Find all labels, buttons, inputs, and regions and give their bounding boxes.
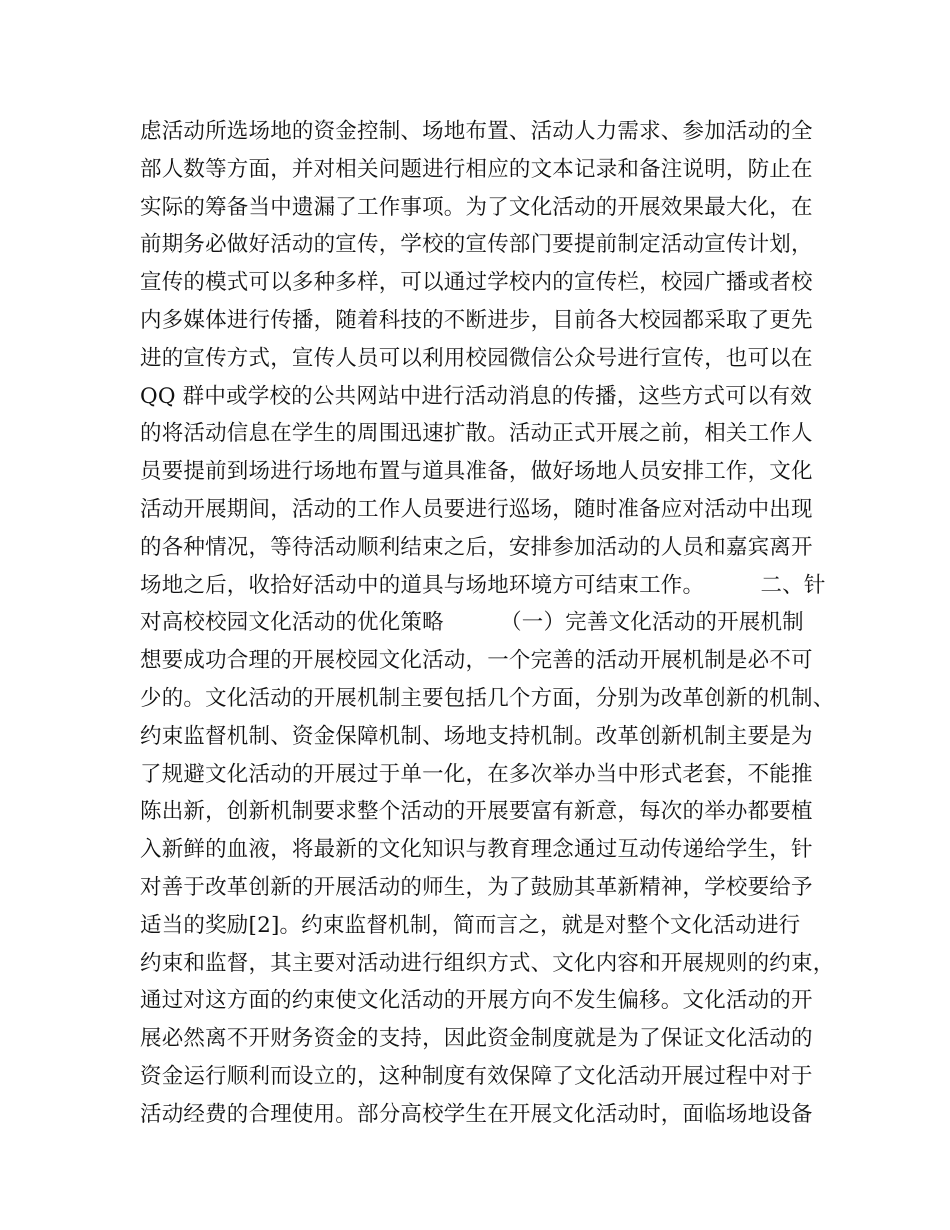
text-line: 活动经费的合理使用。部分高校学生在开展文化活动时，面临场地设备 (140, 1101, 813, 1127)
text-line: 陈出新，创新机制要求整个活动的开展要富有新意，每次的举办都要植 (140, 799, 813, 825)
body-text (140, 113, 840, 1134)
text-line: 场地之后，收拾好活动中的道具与场地环境方可结束工作。 二、针 (140, 572, 826, 598)
text-line: 资金运行顺利而设立的，这种制度有效保障了文化活动开展过程中对于 (140, 1063, 813, 1089)
text-line: 虑活动所选场地的资金控制、场地布置、活动人力需求、参加活动的全 (140, 119, 813, 144)
text-line: 约束和监督，其主要对活动进行组织方式、文化内容和开展规则的约束， (140, 950, 835, 976)
text-line: QQ 群中或学校的公共网站中进行活动消息的传播，这些方式可以有效 (140, 383, 812, 409)
text-line: 约束监督机制、资金保障机制、场地支持机制。改革创新机制主要是为 (140, 723, 813, 749)
text-line: 想要成功合理的开展校园文化活动，一个完善的活动开展机制是必不可 (140, 648, 813, 674)
text-line: 进的宣传方式，宣传人员可以利用校园微信公众号进行宣传，也可以在 (140, 345, 813, 371)
text-line: 内多媒体进行传播，随着科技的不断进步，目前各大校园都采取了更先 (140, 307, 813, 333)
text-line: 部人数等方面，并对相关问题进行相应的文本记录和备注说明，防止在 (140, 156, 813, 182)
text-line: 宣传的模式可以多种多样，可以通过学校内的宣传栏，校园广播或者校 (140, 270, 813, 296)
text-line: 对善于改革创新的开展活动的师生，为了鼓励其革新精神，学校要给予 (140, 874, 813, 900)
text-line: 少的。文化活动的开展机制主要包括几个方面，分别为改革创新的机制、 (140, 685, 835, 711)
text-line: 展必然离不开财务资金的支持，因此资金制度就是为了保证文化活动的 (140, 1026, 813, 1052)
text-line: 前期务必做好活动的宣传，学校的宣传部门要提前制定活动宣传计划， (140, 232, 813, 258)
text-line: 通过对这方面的约束使文化活动的开展方向不发生偏移。文化活动的开 (140, 988, 813, 1014)
text-line: 员要提前到场进行场地布置与道具准备，做好场地人员安排工作，文化 (140, 459, 813, 485)
text-line: 的各种情况，等待活动顺利结束之后，安排参加活动的人员和嘉宾离开 (140, 534, 813, 560)
text-line: 的将活动信息在学生的周围迅速扩散。活动正式开展之前，相关工作人 (140, 421, 813, 447)
text-line: 适当的奖励[2]。约束监督机制，简而言之，就是对整个文化活动进行 (140, 912, 801, 938)
text-line: 了规避文化活动的开展过于单一化，在多次举办当中形式老套，不能推 (140, 761, 813, 787)
text-line: 对高校校园文化活动的优化策略 （一）完善文化活动的开展机制 (140, 610, 804, 636)
text-line: 入新鲜的血液，将最新的文化知识与教育理念通过互动传递给学生，针 (140, 837, 813, 863)
text-line: 活动开展期间，活动的工作人员要进行巡场，随时准备应对活动中出现 (140, 496, 813, 522)
text-line: 实际的筹备当中遗漏了工作事项。为了文化活动的开展效果最大化，在 (140, 194, 813, 220)
